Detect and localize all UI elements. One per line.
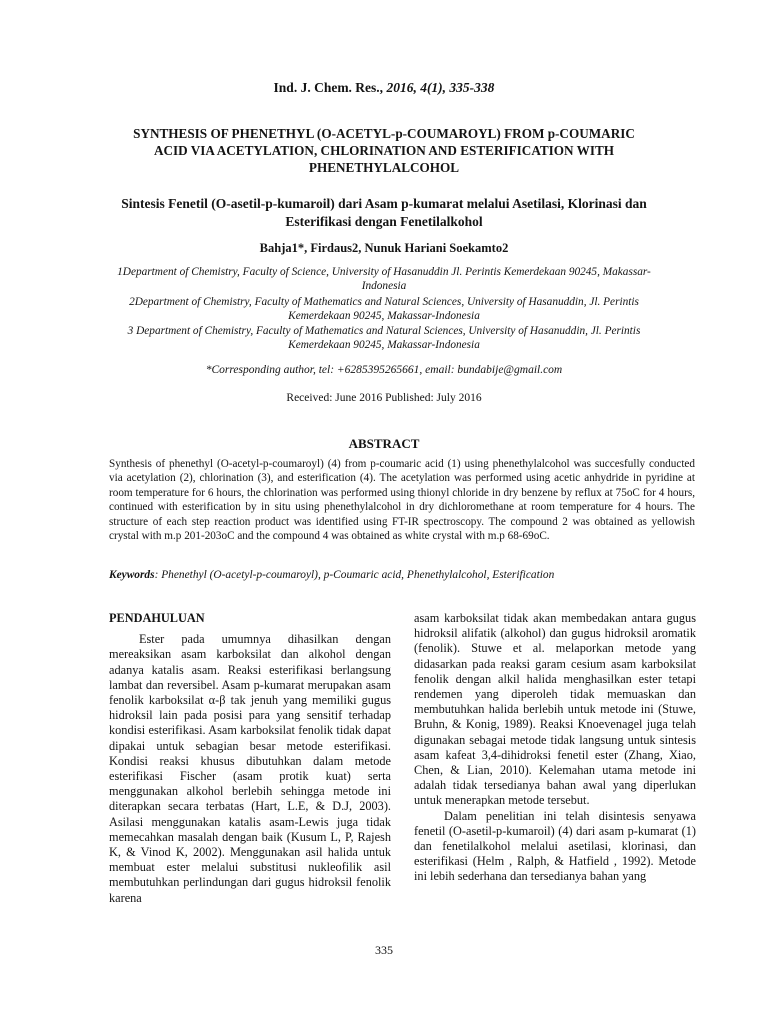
abstract-text: Synthesis of phenethyl (O-acetyl-p-coumaroyl) (4) from p-coumaric acid (1) using phenethylalcohol was succesfully conducted via acetylation (2), chlorination (3), and esterification (4). The acetylation was performed using acetic anhydride in pyridine at room temperature for 6 hours, the chlorination was performed using thionyl chloride in dry benzene by reflux at 75oC for 4 hours, continued with esterification by in situ using phenethylalcohol in dry dichloromethane at room temperature for 4 hours. The structure of each step reaction product was identified using FT-IR spectroscopy. The compound 2 was obtained as yellowish crystal with m.p 201-203oC and the compound 4 was obtained as white crystal with m.p 68-69oC. <box>109 458 695 543</box>
affiliation-1: 1Department of Chemistry, Faculty of Science, University of Hasanuddin Jl. Perintis Kemerdekaan 90245, Makassar-Indonesia <box>117 266 651 293</box>
journal-header <box>0 80 768 96</box>
author-list: Bahja1*, Firdaus2, Nunuk Hariani Soekamto2 <box>259 241 509 255</box>
received-date: Received: June 2016 Published: July 2016 <box>286 392 482 404</box>
left-column <box>109 611 391 906</box>
abstract-heading: ABSTRACT <box>348 436 420 451</box>
journal-name: Ind. J. Chem. Res., <box>273 80 384 95</box>
intro-paragraph-1: Ester pada umumnya dihasilkan dengan mereaksikan asam karboksilat dan alkohol dengan adanya katalis asam. Reaksi esterifikasi berlangsung lambat dan reversibel. Asam p-kumarat merupakan asam fenolik karboksilat α-β tak jenuh yang memiliki gugus hidroksil lain pada posisi para yang sensitif terhadap kondisi esterifikasi. Asam karboksilat fenolik tidak dapat dipakai untuk sebagian besar metode esterifikasi. Kondisi reaksi khusus dibutuhkan dalam metode esterifikasi Fischer (asam protik kuat) serta menggunakan alkohol berlebih sehingga metode ini diterapkan secara terbatas (Hart, L.E, & D.J, 2003). Asilasi menggunakan katalis asam-Lewis juga tidak memecahkan masalah dengan baik (Kusum L, P, Rajesh K, & Vinod K, 2002). Menggunakan asil halida untuk membuat ester melalui substitusi nukleofilik asil membutuhkan perlindungan dari gugus hidroksil fenolik karena <box>109 632 391 905</box>
keywords-label: Keywords <box>109 569 155 581</box>
intro-paragraph-2: asam karboksilat tidak akan membedakan antara gugus hidroksil alifatik (alkohol) dan gugus hidroksil aromatik (fenolik). Stuwe et al. melaporkan metode yang didasarkan pada reaksi garam cesium asam karboksilat fenolik dengan alkil halida menghasilkan ester tetapi rendemen yang diperoleh tidak memuaskan dan membutuhkan halida berlebih untuk metode ini (Stuwe, Bruhn, & Konig, 1989). Reaksi Knoevenagel juga telah digunakan sebagai metode tidak langsung untuk sintesis asam kafeat 3,4-dihidroksi fenetil ester (Zhang, Xiao, Chen, & Lian, 2010). Kelemahan utama metode ini adalah tidak tersedianya bahan awal yang diperlukan untuk menerapkan metode tersebut. <box>414 611 696 808</box>
page-number: 335 <box>375 943 393 957</box>
paper-title: SYNTHESIS OF PHENETHYL (O-ACETYL-p-COUMAROYL) FROM p-COUMARIC ACID VIA ACETYLATION, CHLORINATION AND ESTERIFICATION WITH PHENETHYLALCOHOL <box>133 126 635 175</box>
paper-subtitle: Sintesis Fenetil (O-asetil-p-kumaroil) dari Asam p-kumarat melalui Asetilasi, Klorinasi dan Esterifikasi dengan Fenetilalkohol <box>121 196 647 229</box>
section-heading: PENDAHULUAN <box>109 611 205 625</box>
keywords-text: : Phenethyl (O-acetyl-p-coumaroyl), p-Coumaric acid, Phenethylalcohol, Esterification <box>154 569 555 581</box>
right-column <box>414 611 696 885</box>
corresponding-author: *Corresponding author, tel: +6285395265661, email: bundabije@gmail.com <box>205 364 563 376</box>
keywords <box>109 569 699 581</box>
affiliation-2: 2Department of Chemistry, Faculty of Mathematics and Natural Sciences, University of Hasanuddin, Jl. Perintis Kemerdekaan 90245, Makassar-Indonesia <box>129 295 639 322</box>
affiliations <box>100 265 668 354</box>
intro-paragraph-3: Dalam penelitian ini telah disintesis senyawa fenetil (O-asetil-p-kumaroil) (4) dari asam p-kumarat (1) dan fenetilalkohol melalui asetilasi, klorinasi, dan esterifikasi (Helm , Ralph, & Hatfield , 1992). Metode ini lebih sederhana dan tersedianya bahan yang <box>414 808 696 884</box>
journal-volume: 2016, 4(1), 335-338 <box>386 80 495 95</box>
affiliation-3: 3 Department of Chemistry, Faculty of Mathematics and Natural Sciences, University of Hasanuddin, Jl. Perintis Kemerdekaan 90245, Makassar-Indonesia <box>127 325 641 352</box>
